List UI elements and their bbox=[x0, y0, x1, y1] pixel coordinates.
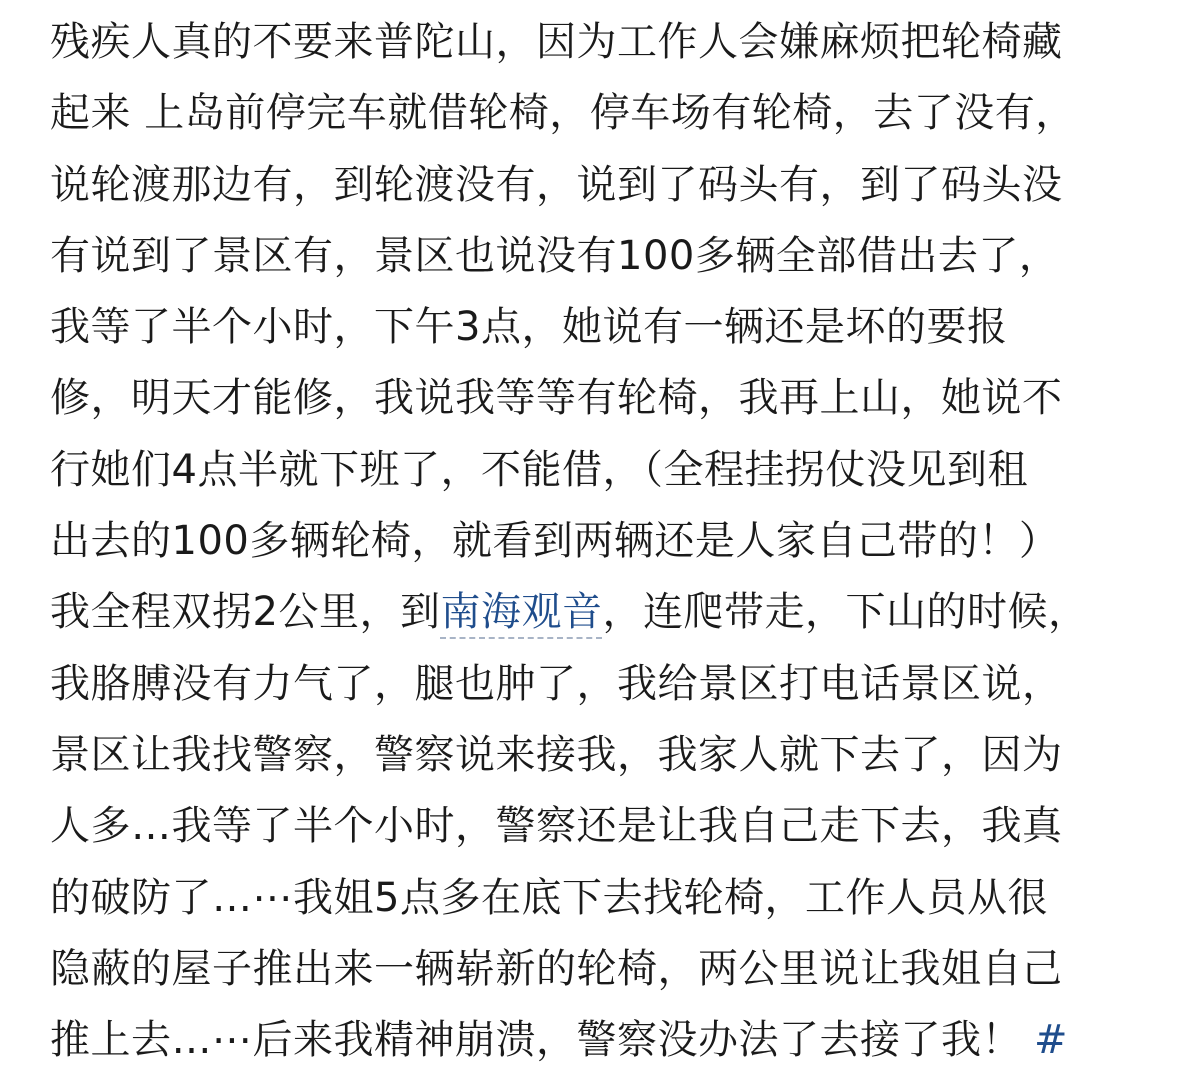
post-line-2: 起来 上岛前停完车就借轮椅，停车场有轮椅，去了没有， bbox=[50, 90, 1076, 137]
post-line-9-after: ，连爬带走，下山的时候， bbox=[602, 589, 1089, 636]
post-line-7: 行她们4点半就下班了，不能借，（全程挂拐仗没见到租 bbox=[50, 446, 1028, 493]
hashtag-link[interactable]: # bbox=[1034, 1017, 1069, 1064]
post-line-8: 出去的100多辆轮椅，就看到两辆还是人家自己带的！） bbox=[50, 518, 1060, 565]
post-line-14: 隐蔽的屋子推出来一辆崭新的轮椅，两公里说让我姐自己 bbox=[50, 945, 1063, 992]
post-line-15 bbox=[50, 1005, 1170, 1076]
post-line-11: 景区让我找警察，警察说来接我，我家人就下去了，因为 bbox=[50, 731, 1063, 778]
post-line-12: 人多…我等了半个小时，警察还是让我自己走下去，我真 bbox=[50, 803, 1063, 850]
post-line-1: 残疾人真的不要来普陀山，因为工作人会嫌麻烦把轮椅藏 bbox=[50, 19, 1063, 65]
post-line-9 bbox=[50, 577, 1170, 648]
post-line-4: 有说到了景区有，景区也说没有100多辆全部借出去了， bbox=[50, 232, 1060, 279]
post-line-15-text: 推上去…⋯后来我精神崩溃，警察没办法了去接了我！ bbox=[50, 1017, 1022, 1064]
topic-link-nanhai-guanyin[interactable]: 南海观音 bbox=[440, 589, 602, 639]
post-body bbox=[50, 7, 1170, 1076]
post-line-9-before: 我全程双拐2公里，到 bbox=[50, 589, 441, 636]
post-line-6: 修，明天才能修，我说我等等有轮椅，我再上山，她说不 bbox=[50, 375, 1063, 422]
post-line-10: 我胳膊没有力气了，腿也肿了，我给景区打电话景区说， bbox=[50, 660, 1063, 707]
post-line-13: 的破防了…⋯我姐5点多在底下去找轮椅，工作人员从很 bbox=[50, 874, 1048, 921]
post-line-3: 说轮渡那边有，到轮渡没有，说到了码头有，到了码头没 bbox=[50, 161, 1063, 208]
post-line-5: 我等了半个小时，下午3点，她说有一辆还是坏的要报 bbox=[50, 304, 1008, 351]
